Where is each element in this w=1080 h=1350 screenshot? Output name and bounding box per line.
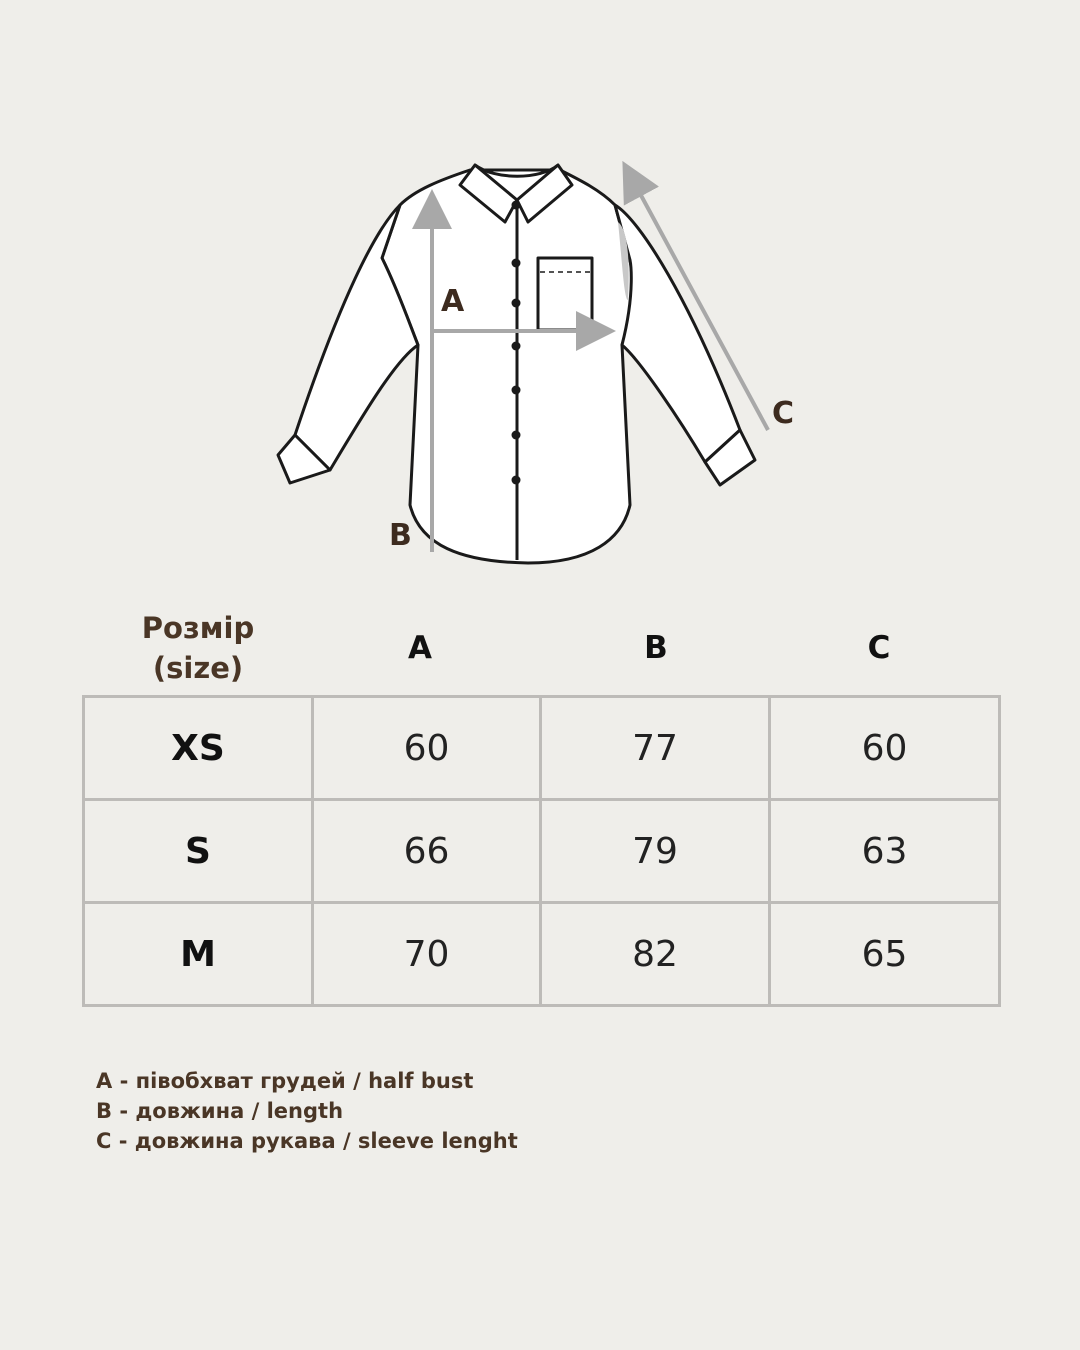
header-size-line1: Розмір bbox=[141, 611, 255, 645]
cell-size: XS bbox=[84, 697, 313, 800]
cell-a: 60 bbox=[313, 697, 541, 800]
marker-c: C bbox=[772, 396, 795, 431]
cell-c: 60 bbox=[770, 697, 1000, 800]
cell-a: 70 bbox=[313, 903, 541, 1006]
header-size bbox=[84, 608, 312, 688]
shirt-diagram bbox=[0, 0, 1080, 600]
legend bbox=[96, 1066, 518, 1156]
table-row bbox=[84, 903, 1000, 1006]
cell-b: 79 bbox=[541, 800, 770, 903]
cell-c: 65 bbox=[770, 903, 1000, 1006]
header-col-a: A bbox=[408, 630, 432, 666]
marker-b: B bbox=[389, 518, 412, 553]
cell-size: M bbox=[84, 903, 313, 1006]
cell-b: 77 bbox=[541, 697, 770, 800]
size-table bbox=[82, 695, 1001, 1007]
cell-size: S bbox=[84, 800, 313, 903]
header-col-b: B bbox=[644, 630, 668, 666]
cell-c: 63 bbox=[770, 800, 1000, 903]
table-row bbox=[84, 800, 1000, 903]
legend-item-a: A - півобхват грудей / half bust bbox=[96, 1069, 474, 1093]
header-size-line2: (size) bbox=[152, 651, 244, 685]
shirt-outline bbox=[278, 165, 755, 563]
marker-a: A bbox=[441, 284, 465, 319]
legend-item-c: C - довжина рукава / sleeve lenght bbox=[96, 1129, 518, 1153]
header-col-c: C bbox=[867, 630, 891, 666]
table-row bbox=[84, 697, 1000, 800]
cell-a: 66 bbox=[313, 800, 541, 903]
legend-item-b: B - довжина / length bbox=[96, 1099, 344, 1123]
cell-b: 82 bbox=[541, 903, 770, 1006]
